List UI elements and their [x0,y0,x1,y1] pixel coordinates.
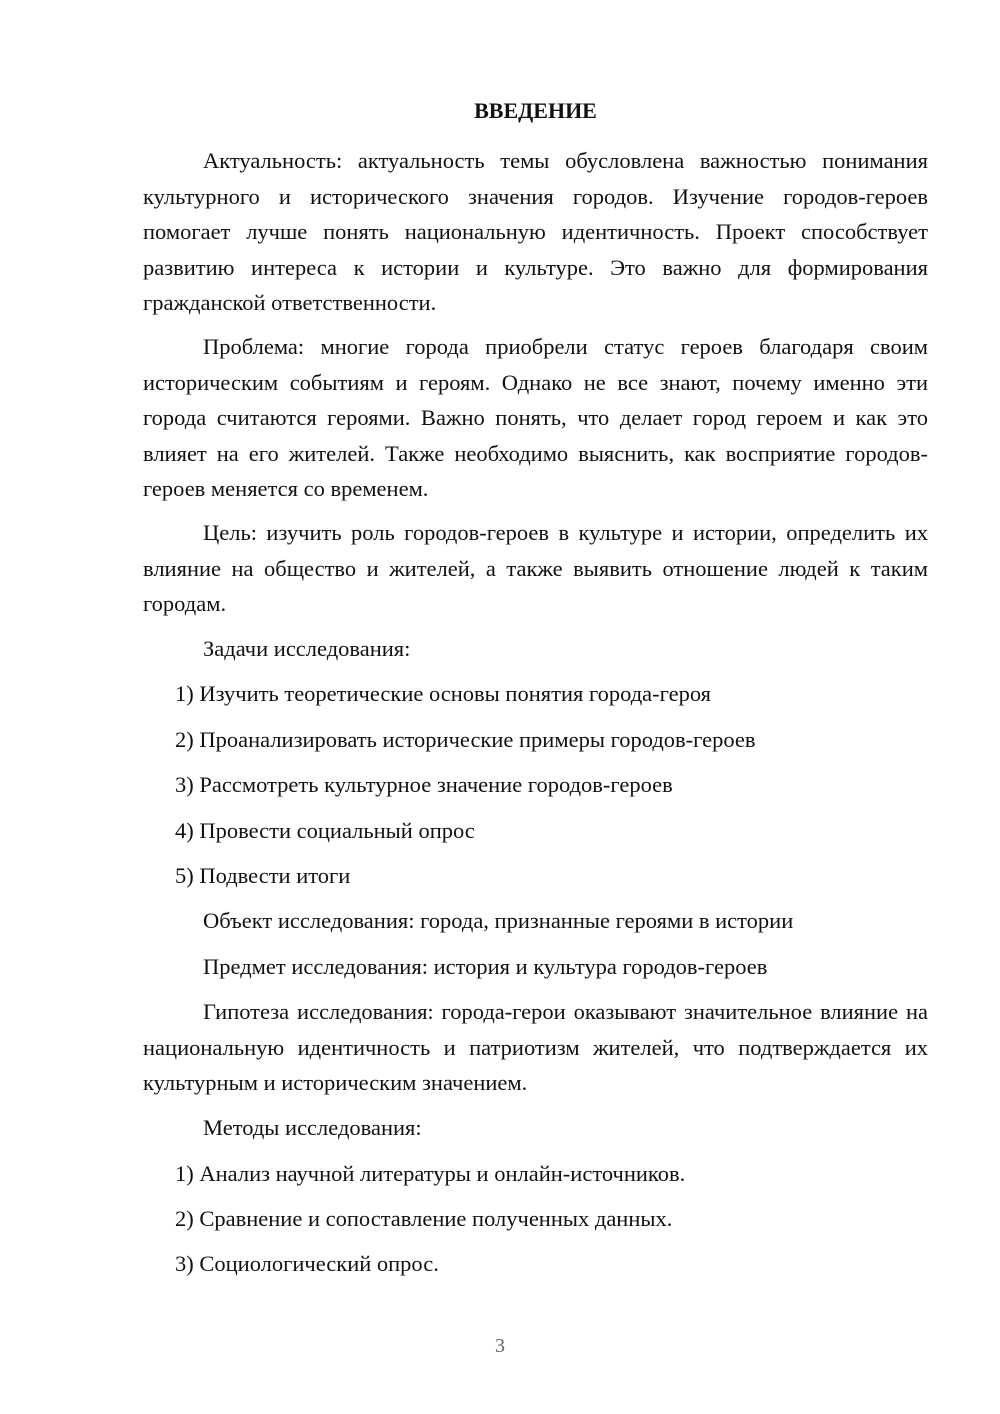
method-item: 1) Анализ научной литературы и онлайн-источников. [175,1161,686,1186]
subject-line: Предмет исследования: история и культура городов-героев [203,954,768,979]
method-item: 3) Социологический опрос. [175,1251,439,1276]
page-title: ВВЕДЕНИЕ [474,98,597,123]
method-item: 2) Сравнение и сопоставление полученных данных. [175,1206,673,1231]
hypothesis-paragraph: Гипотеза исследования: города-герои оказывают значительное влияние на национальную идентичность и патриотизм жителей, что подтверждается их культурным и историческим значением. [143,999,928,1095]
problem-paragraph: Проблема: многие города приобрели статус героев благодаря своим историческим событиям и героям. Однако не все знают, почему именно эти города считаются героями. Важно понять, что делает город героем и как это влияет на его жителей. Также необходимо выяснить, как восприятие городов-героев меняется со временем. [143,334,928,501]
task-item: 4) Провести социальный опрос [175,818,475,843]
methods-heading: Методы исследования: [203,1115,422,1140]
goal-paragraph: Цель: изучить роль городов-героев в культуре и истории, определить их влияние на общество и жителей, а также выявить отношение людей к таким городам. [143,520,928,616]
task-item: 2) Проанализировать исторические примеры городов-героев [175,727,756,752]
relevance-paragraph: Актуальность: актуальность темы обусловлена важностью понимания культурного и исторического значения городов. Изучение городов-героев помогает лучше понять национальную идентичность. Проект способствует развитию интереса к истории и культуре. Это важно для формирования гражданской ответственности. [143,148,928,315]
page-number: 3 [495,1335,505,1357]
task-item: 3) Рассмотреть культурное значение городов-героев [175,772,673,797]
task-item: 5) Подвести итоги [175,863,351,888]
tasks-heading: Задачи исследования: [203,636,411,661]
task-item: 1) Изучить теоретические основы понятия города-героя [175,681,711,706]
object-line: Объект исследования: города, признанные героями в истории [203,908,794,933]
